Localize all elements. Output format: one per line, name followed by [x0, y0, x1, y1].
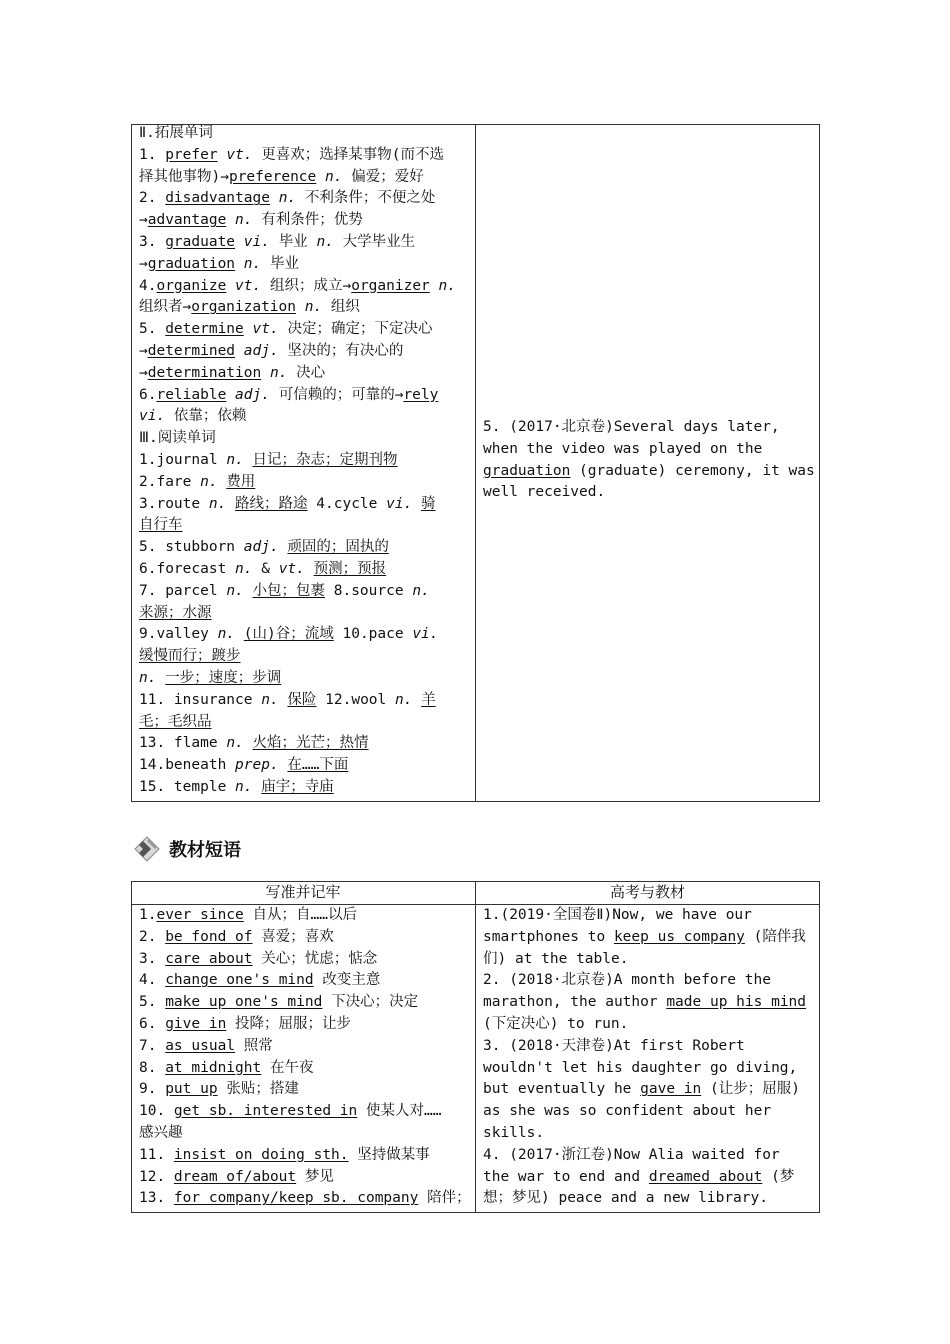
text-segment: 想；梦见) peace and a new library. [483, 1190, 768, 1207]
text-segment: 8. [139, 1059, 166, 1076]
text-segment [244, 735, 253, 751]
vocab-line [139, 450, 471, 472]
text-segment [226, 496, 235, 512]
text-segment: 喜爱；喜欢 [252, 928, 334, 945]
part-of-speech: adj. [243, 342, 279, 359]
answer-blank: graduation [147, 255, 236, 272]
text-segment [218, 474, 227, 490]
text-segment: 2.fare [139, 473, 201, 490]
phrase-header-left: 写准并记牢 [265, 883, 341, 901]
text-segment: 毕业 [269, 233, 317, 250]
text-segment: 4. [139, 277, 157, 294]
text-segment: 下决心；决定 [322, 994, 419, 1011]
diamond-section-icon [133, 835, 161, 863]
text-segment: 陪伴； [418, 1190, 471, 1207]
example-line [483, 461, 815, 483]
answer-blank: prefer [165, 146, 218, 163]
part-of-speech: vt. [226, 146, 253, 163]
text-segment: as she was so confident about her [483, 1103, 772, 1120]
text-segment [253, 779, 262, 795]
answer-blank: graduation [483, 462, 571, 479]
text-segment: 决定；确定；下定决心 [278, 321, 433, 338]
part-of-speech: n. [235, 560, 253, 577]
answer-blank: 预测；预报 [313, 560, 387, 577]
answer-blank: rely [403, 386, 439, 403]
answer-blank: 一步；速度；步调 [165, 669, 282, 686]
text-segment: (梦 [762, 1168, 795, 1185]
text-segment: 组织者→ [139, 299, 192, 316]
vocab-line [139, 646, 471, 668]
text-segment [226, 387, 235, 403]
part-of-speech: vi. [139, 408, 166, 425]
text-segment: 12.wool [316, 691, 395, 708]
text-segment: 坚决的；有决心的 [278, 342, 404, 359]
vocab-line [139, 755, 471, 777]
example-line [483, 949, 815, 971]
phrase-table-divider [475, 881, 476, 1213]
vocab-line [139, 167, 471, 189]
text-segment: 择其他事物)→ [139, 168, 229, 185]
text-segment: 2. [139, 928, 166, 945]
vocab-line [139, 494, 471, 516]
phrase-line [139, 1188, 471, 1210]
text-segment: (陪伴我 [744, 928, 806, 945]
text-segment: 6. [139, 386, 157, 403]
part-of-speech: n. [325, 168, 343, 185]
text-segment: 1.(2019·全国卷Ⅱ)Now, we have our [483, 907, 752, 923]
part-of-speech: n. [226, 451, 244, 468]
text-segment: 11. [139, 1146, 174, 1163]
answer-blank: ever since [156, 907, 244, 923]
answer-blank: preference [228, 168, 317, 185]
text-segment: 毕业 [261, 255, 299, 272]
answer-blank: for company/keep sb. company [173, 1190, 419, 1207]
text-segment [261, 365, 270, 381]
vocab-line [139, 385, 471, 407]
text-segment: 8.source [325, 582, 413, 599]
part-of-speech: n. [316, 233, 334, 250]
answer-blank: organization [191, 299, 296, 316]
vocab-line [139, 341, 471, 363]
text-segment: skills. [483, 1124, 545, 1141]
example-line [483, 1101, 815, 1123]
text-segment [244, 583, 253, 599]
text-segment [244, 452, 253, 468]
text-segment: → [139, 255, 148, 272]
answer-blank: organize [156, 277, 227, 294]
answer-blank: give in [165, 1015, 227, 1032]
part-of-speech: n. [438, 277, 456, 294]
text-segment: 梦见 [296, 1168, 334, 1185]
text-segment: 7. [139, 1037, 166, 1054]
text-segment: → [139, 342, 148, 359]
text-segment: 坚持做某事 [348, 1146, 430, 1163]
vocab-line [139, 145, 471, 167]
text-segment [296, 299, 305, 315]
vocab-table-divider [475, 124, 476, 802]
section-title: 教材短语 [169, 840, 241, 861]
answer-blank: 来源；水源 [139, 604, 212, 621]
text-segment: → [139, 364, 148, 381]
text-segment: 12. [139, 1168, 174, 1185]
vocab-line [139, 297, 471, 319]
text-segment: 组织；成立→ [261, 277, 352, 294]
text-segment: 更喜欢；选择某事物(而不选 [252, 146, 444, 163]
text-segment: 张贴；搭建 [217, 1081, 299, 1098]
answer-blank: graduate [165, 233, 236, 250]
answer-blank: get sb. interested in [173, 1103, 358, 1120]
text-segment: 2. [139, 190, 166, 207]
answer-blank: at midnight [165, 1059, 262, 1076]
part-of-speech: n. [139, 669, 157, 686]
vocab-line [139, 232, 471, 254]
text-segment: 4. [139, 972, 166, 989]
part-of-speech: n. [261, 691, 279, 708]
phrase-line [139, 905, 471, 927]
text-segment: 5. [139, 994, 166, 1011]
phrase-list [139, 905, 471, 1210]
vocab-line [139, 668, 471, 690]
vocab-line [139, 624, 471, 646]
part-of-speech: n. [208, 495, 227, 512]
phrase-line [139, 1123, 471, 1145]
answer-blank: organizer [351, 277, 430, 294]
answer-blank: (山)谷；流域 [243, 626, 334, 643]
answer-blank: dreamed about [648, 1168, 763, 1185]
example-line [483, 905, 815, 927]
text-segment: 5. [139, 321, 166, 338]
answer-blank: advantage [147, 212, 227, 229]
section-heading [133, 832, 241, 866]
answer-blank: determined [147, 342, 236, 359]
text-segment: 13. [139, 1190, 174, 1207]
vocab-line [139, 581, 471, 603]
text-segment: marathon, the author [483, 994, 667, 1011]
text-segment: 13. flame [139, 735, 227, 752]
text-segment [235, 626, 244, 642]
answer-blank: keep us company [613, 928, 745, 945]
vocab-line [139, 254, 471, 276]
answer-blank: 毛；毛织品 [139, 713, 212, 730]
part-of-speech: n. [304, 299, 323, 316]
text-segment: but eventually he [483, 1081, 641, 1098]
exam-example-sentence [483, 417, 815, 504]
text-segment: 使某人对…… [357, 1103, 442, 1120]
text-segment: 9.valley [139, 626, 218, 643]
text-segment: 3. [139, 950, 166, 967]
example-line [483, 1123, 815, 1145]
text-segment: 大学毕业生 [333, 233, 416, 250]
example-line [483, 417, 815, 439]
phrase-line [139, 1058, 471, 1080]
text-segment: 7. parcel [139, 582, 227, 599]
text-segment: 6. [139, 1015, 166, 1032]
answer-blank: determination [147, 364, 262, 381]
answer-blank: gave in [640, 1081, 702, 1098]
text-segment: 11. insurance [139, 691, 262, 708]
answer-blank: as usual [165, 1037, 236, 1054]
text-segment [226, 278, 235, 294]
vocab-line [139, 123, 471, 145]
part-of-speech: n. [243, 255, 262, 272]
part-of-speech: n. [235, 212, 253, 229]
example-line [483, 439, 815, 461]
text-segment [235, 256, 244, 272]
vocab-line [139, 428, 471, 450]
part-of-speech: prep. [235, 757, 279, 774]
text-segment: the war to end and [483, 1168, 649, 1185]
text-segment: wouldn't let his daughter go diving, [483, 1059, 798, 1076]
part-of-speech: n. [395, 691, 413, 708]
part-of-speech: vi. [412, 626, 439, 643]
example-line [483, 1079, 815, 1101]
vocab-line [139, 603, 471, 625]
answer-blank: 骑 [421, 495, 436, 512]
answer-blank: insist on doing sth. [173, 1146, 349, 1163]
example-line [483, 927, 815, 949]
answer-blank: 保险 [287, 691, 317, 708]
example-line [483, 970, 815, 992]
phrase-line [139, 1014, 471, 1036]
text-segment: 投降；屈服；让步 [226, 1015, 352, 1032]
answer-blank: 庙宇；寺庙 [261, 778, 334, 795]
text-segment: 4.cycle [307, 495, 387, 512]
phrase-line [139, 970, 471, 992]
text-segment: 1. [139, 146, 166, 163]
text-segment: 改变主意 [313, 972, 381, 989]
answer-blank: reliable [156, 386, 227, 403]
phrase-exam-examples [483, 905, 815, 1210]
example-line [483, 1145, 815, 1167]
example-line [483, 1167, 815, 1189]
part-of-speech: n. [226, 582, 244, 599]
part-of-speech: vi. [386, 495, 413, 512]
text-segment: when the video was played on the [483, 440, 763, 457]
vocab-line [139, 777, 471, 799]
vocab-word-list [139, 123, 471, 799]
example-line [483, 482, 815, 504]
vocab-line [139, 363, 471, 385]
answer-blank: be fond of [165, 928, 253, 945]
text-segment: 可信赖的；可靠的→ [269, 386, 404, 403]
example-line [483, 1058, 815, 1080]
answer-blank: care about [165, 950, 253, 967]
part-of-speech: vt. [252, 321, 279, 338]
text-segment [412, 692, 421, 708]
text-segment: 9. [139, 1081, 166, 1098]
part-of-speech: n. [269, 364, 288, 381]
text-segment [226, 212, 235, 228]
phrase-line [139, 1145, 471, 1167]
answer-blank: 小包；包裹 [252, 582, 326, 599]
phrase-line [139, 927, 471, 949]
part-of-speech: n. [200, 473, 218, 490]
text-segment: (graduate) ceremony, it was [570, 462, 815, 479]
answer-blank: 火焰；光芒；热情 [252, 735, 369, 752]
example-line [483, 1036, 815, 1058]
part-of-speech: adj. [235, 386, 270, 403]
vocab-line [139, 559, 471, 581]
answer-blank: made up his mind [666, 994, 807, 1011]
example-line [483, 992, 815, 1014]
text-segment: 2. (2018·北京卷)A month before the [483, 972, 771, 989]
answer-blank: 顽固的；固执的 [287, 539, 389, 556]
answer-blank: 费用 [226, 473, 256, 490]
answer-blank: 缓慢而行；踱步 [139, 648, 241, 665]
phrase-line [139, 1079, 471, 1101]
text-segment [412, 496, 421, 512]
vocab-line [139, 472, 471, 494]
text-segment: 依靠；依赖 [165, 408, 247, 425]
example-line [483, 1014, 815, 1036]
part-of-speech: n. [226, 735, 244, 752]
text-segment: 5. stubborn [139, 539, 244, 556]
text-segment [235, 343, 244, 359]
vocab-line [139, 515, 471, 537]
text-segment: Ⅲ.阅读单词 [139, 430, 216, 447]
answer-blank: dream of/about [173, 1168, 297, 1185]
part-of-speech: vt. [235, 277, 262, 294]
text-segment: Ⅱ.拓展单词 [139, 125, 213, 141]
text-segment: 不利条件；不便之处 [296, 190, 436, 207]
text-segment [235, 234, 244, 250]
text-segment: → [139, 212, 148, 229]
text-segment: 10. [139, 1103, 174, 1120]
vocab-line [139, 733, 471, 755]
answer-blank: put up [165, 1081, 218, 1098]
vocab-line [139, 319, 471, 341]
text-segment: & [252, 560, 279, 577]
text-segment: 们) at the table. [483, 950, 629, 967]
text-segment: smartphones to [483, 928, 614, 945]
vocab-line [139, 690, 471, 712]
text-segment: 1.journal [139, 451, 227, 468]
text-segment: 照常 [235, 1037, 273, 1054]
text-segment: 决心 [287, 364, 326, 381]
text-segment: 3.route [139, 495, 209, 512]
text-segment: 偏爱；爱好 [342, 168, 424, 185]
answer-blank: 自行车 [139, 517, 183, 534]
text-segment: 自从；自……以后 [243, 907, 357, 923]
vocab-line [139, 188, 471, 210]
answer-blank: 羊 [421, 691, 436, 708]
part-of-speech: n. [235, 778, 253, 795]
answer-blank: determine [165, 321, 244, 338]
answer-blank: make up one's mind [165, 994, 323, 1011]
answer-blank: 在……下面 [287, 757, 349, 774]
text-segment: 感兴趣 [139, 1124, 183, 1141]
text-segment: 6.forecast [139, 560, 236, 577]
text-segment: 1. [139, 907, 157, 923]
text-segment: 3. [139, 233, 166, 250]
text-segment: 关心；忧虑；惦念 [252, 950, 378, 967]
text-segment: 10.pace [333, 626, 413, 643]
phrase-header-right: 高考与教材 [609, 883, 685, 901]
text-segment [316, 169, 325, 185]
text-segment: 在午夜 [261, 1059, 314, 1076]
phrase-line [139, 949, 471, 971]
text-segment [270, 190, 279, 206]
text-segment: 14.beneath [139, 757, 236, 774]
text-segment [305, 561, 314, 577]
text-segment: 4. (2017·浙江卷)Now Alia waited for [483, 1146, 780, 1163]
answer-blank: change one's mind [165, 972, 314, 989]
text-segment: 有利条件；优势 [252, 212, 363, 229]
part-of-speech: n. [412, 582, 430, 599]
vocab-line [139, 210, 471, 232]
part-of-speech: n. [278, 190, 297, 207]
phrase-line [139, 992, 471, 1014]
text-segment: (让步；屈服) [701, 1081, 800, 1098]
text-segment: (下定决心) to run. [483, 1015, 629, 1032]
vocab-line [139, 406, 471, 428]
text-segment [430, 278, 439, 294]
answer-blank: 日记；杂志；定期刊物 [252, 451, 398, 468]
part-of-speech: vi. [243, 233, 270, 250]
text-segment: 5. (2017·北京卷)Several days later, [483, 419, 780, 435]
answer-blank: 路线；路途 [235, 495, 308, 512]
part-of-speech: vt. [278, 560, 305, 577]
answer-blank: disadvantage [165, 190, 270, 207]
text-segment [156, 670, 165, 686]
part-of-speech: n. [217, 626, 236, 643]
part-of-speech: adj. [243, 539, 279, 556]
vocab-line [139, 712, 471, 734]
text-segment: 3. (2018·天津卷)At first Robert [483, 1037, 745, 1054]
text-segment: 15. temple [139, 778, 236, 795]
vocab-line [139, 537, 471, 559]
phrase-line [139, 1101, 471, 1123]
example-line [483, 1188, 815, 1210]
phrase-line [139, 1036, 471, 1058]
phrase-line [139, 1167, 471, 1189]
text-segment: 组织 [322, 299, 360, 316]
text-segment: well received. [483, 484, 606, 501]
vocab-line [139, 276, 471, 298]
text-segment [244, 321, 253, 337]
